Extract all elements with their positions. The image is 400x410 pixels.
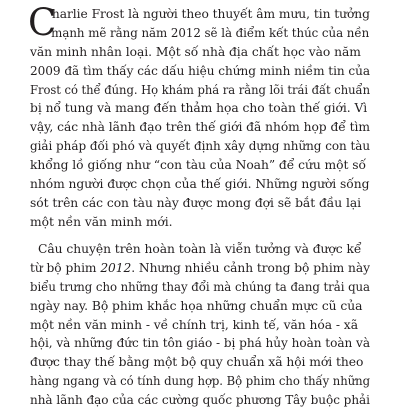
text-line: Frost có thể đúng. Họ khám phá ra rằng lõi trái đất chuẩn	[30, 82, 370, 97]
text-line	[30, 297, 370, 316]
text-line: sót trên các con tàu này được mong đợi sẽ bắt đầu lại	[30, 195, 362, 210]
text-line	[30, 353, 370, 372]
text-line	[30, 334, 370, 353]
text-line: vậy, các nhà lãnh đạo trên thế giới đã nhóm họp để tìm	[30, 120, 370, 135]
text-run: từ bộ phim	[30, 260, 101, 275]
text-run: được thay thế bằng một bộ quy chuẩn xã hội mới theo	[30, 355, 364, 370]
text-run: một nền văn minh - về chính trị, kinh tế, văn hóa - xã	[30, 317, 358, 332]
text-run: Câu chuyện trên hoàn toàn là viễn tưởng và được kể	[38, 242, 362, 256]
drop-cap: C	[28, 1, 57, 44]
film-title: 2012	[100, 260, 132, 275]
text-line	[30, 278, 370, 297]
text-line	[30, 372, 370, 391]
text-line	[30, 391, 370, 410]
text-line: bị nổ tung và mang đến thảm họa cho toàn thế giới. Vì	[30, 101, 368, 116]
text-line: giải pháp đối phó và quyết định xây dựng những con tàu	[30, 139, 370, 154]
text-run: nhà lãnh đạo của các cường quốc phương Tây buộc phải	[30, 393, 370, 408]
text-line: harlie Frost là người theo thuyết âm mưu, tin tưởng	[51, 7, 370, 21]
text-line: một nền văn minh mới.	[30, 214, 173, 229]
text-line: mạnh mẽ rằng năm 2012 sẽ là điểm kết thúc của nền	[51, 25, 370, 40]
body-text	[28, 1, 370, 410]
paragraph-2	[30, 240, 370, 410]
text-line: khổng lồ giống như “con tàu của Noah” để cứu một số	[30, 158, 366, 173]
text-run: hàng ngang và có tính dung hợp. Bộ phim cho thấy những	[30, 374, 370, 389]
paragraph-1	[28, 1, 370, 231]
text-line: 2009 đã tìm thấy các dấu hiệu chứng minh niềm tin của	[30, 63, 370, 78]
text-run: hội, và những đức tin tôn giáo - bị phá hủy hoàn toàn và	[30, 336, 370, 351]
text-line: văn minh nhân loại. Một số nhà địa chất học vào năm	[30, 44, 361, 59]
text-line: nhóm người được chọn của thế giới. Những người sống	[30, 177, 370, 192]
text-run: ngày nay. Bộ phim khắc họa những chuẩn mực cũ của	[30, 298, 363, 313]
text-run: . Nhưng nhiều cảnh trong bộ phim này	[131, 260, 370, 275]
text-run: biểu trưng cho những thay đổi mà chúng ta đang trải qua	[30, 279, 370, 294]
text-line	[30, 316, 370, 335]
text-line	[30, 240, 370, 259]
text-line	[30, 259, 368, 278]
